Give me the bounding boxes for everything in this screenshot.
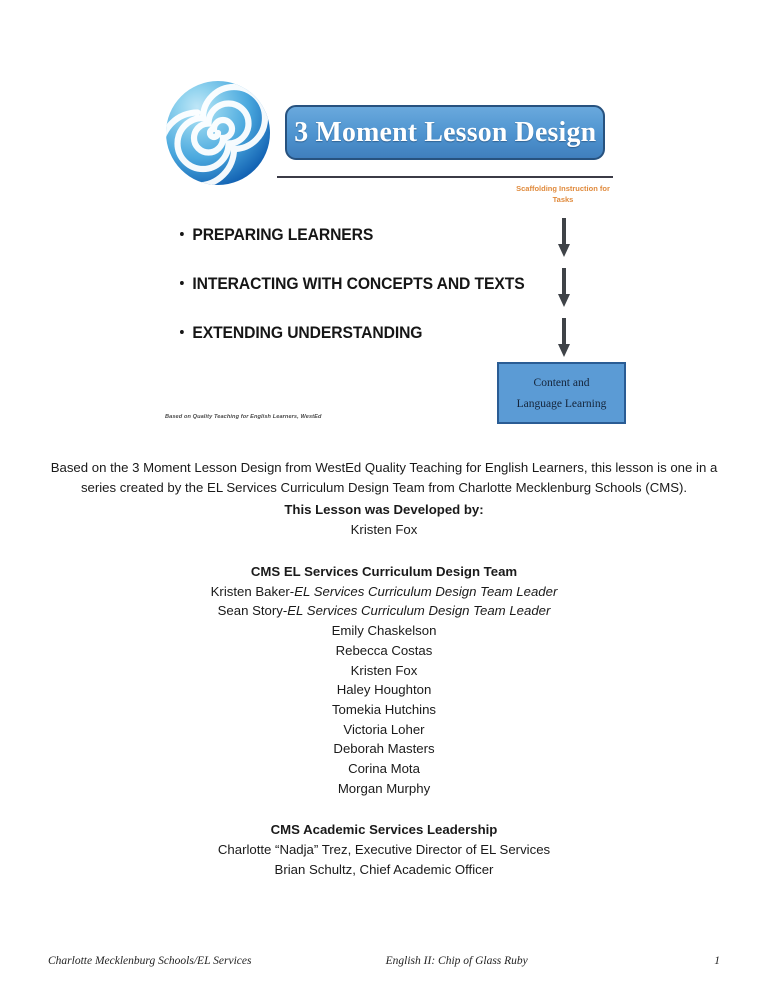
intro-paragraph: Based on the 3 Moment Lesson Design from WestEd Quality Teaching for English Learners, this lesson is one in a series created by the EL Services Curriculum Design Team from Charlotte Mecklenburg Schools (CMS). (50, 460, 718, 495)
moment-item-interacting-with-concepts (180, 275, 525, 294)
banner-divider-rule (277, 176, 613, 178)
member-name: Haley Houghton (336, 682, 432, 698)
moment-label: PREPARING LEARNERS (192, 226, 374, 244)
moment-label: EXTENDING UNDERSTANDING (192, 324, 423, 342)
lesson-design-title-banner (285, 105, 605, 160)
footer-center-text: English II: Chip of Glass Ruby (385, 955, 528, 967)
leadership-member: Charlotte “Nadja” Trez, Executive Director of EL Services (217, 842, 551, 858)
design-team-member (48, 582, 720, 602)
document-body (48, 458, 720, 880)
member-name: Sean Story- (217, 603, 288, 619)
member-role: EL Services Curriculum Design Team Leader (294, 583, 558, 599)
leadership-heading: CMS Academic Services Leadership (270, 822, 498, 838)
member-role: EL Services Curriculum Design Team Leader (287, 603, 551, 619)
design-team-list (48, 582, 720, 799)
down-arrow-icon (557, 318, 571, 358)
lesson-design-graphic (0, 0, 768, 445)
design-team-member (48, 720, 720, 740)
design-team-member (48, 641, 720, 661)
leadership-member: Brian Schultz, Chief Academic Officer (274, 862, 494, 878)
down-arrow-icon (557, 268, 571, 308)
spiral-icon (166, 81, 270, 185)
member-name: Morgan Murphy (337, 780, 431, 796)
moment-label: INTERACTING WITH CONCEPTS AND TEXTS (192, 275, 525, 293)
design-team-member (48, 661, 720, 681)
footer-page-number: 1 (714, 955, 720, 967)
design-team-member (48, 601, 720, 621)
design-team-member (48, 779, 720, 799)
scaffolding-instruction-label: Scaffolding Instruction for Tasks (516, 184, 610, 204)
member-name: Kristen Fox (350, 662, 418, 678)
content-and-language-learning-box (497, 362, 626, 424)
design-team-member (48, 680, 720, 700)
moment-item-extending-understanding (180, 324, 422, 343)
bullet-dot-icon (180, 232, 184, 236)
bullet-dot-icon (180, 281, 184, 285)
design-team-member (48, 700, 720, 720)
member-name: Kristen Baker- (210, 583, 295, 599)
design-team-member (48, 621, 720, 641)
design-team-heading: CMS EL Services Curriculum Design Team (250, 563, 518, 579)
design-team-member (48, 759, 720, 779)
down-arrow-icon (557, 218, 571, 258)
content-box-line-1: Content and (533, 376, 590, 389)
moment-item-preparing-learners (180, 226, 373, 245)
member-name: Deborah Masters (333, 741, 435, 757)
developer-name: Kristen Fox (350, 522, 418, 537)
member-name: Corina Mota (348, 761, 420, 777)
developed-by-heading: This Lesson was Developed by: (284, 502, 484, 517)
leadership-list (48, 840, 720, 879)
bullet-dot-icon (180, 330, 184, 334)
page-footer (48, 955, 720, 967)
design-team-member (48, 739, 720, 759)
member-name: Tomekia Hutchins (331, 701, 437, 717)
wested-source-credit: Based on Quality Teaching for English Learners, WestEd (165, 414, 322, 420)
member-name: Emily Chaskelson (331, 623, 437, 639)
footer-left-text: Charlotte Mecklenburg Schools/EL Services (48, 955, 252, 967)
member-name: Rebecca Costas (335, 642, 433, 658)
member-name: Victoria Loher (343, 721, 425, 737)
banner-title-text: 3 Moment Lesson Design (294, 116, 596, 148)
content-box-line-2: Language Learning (516, 397, 607, 410)
